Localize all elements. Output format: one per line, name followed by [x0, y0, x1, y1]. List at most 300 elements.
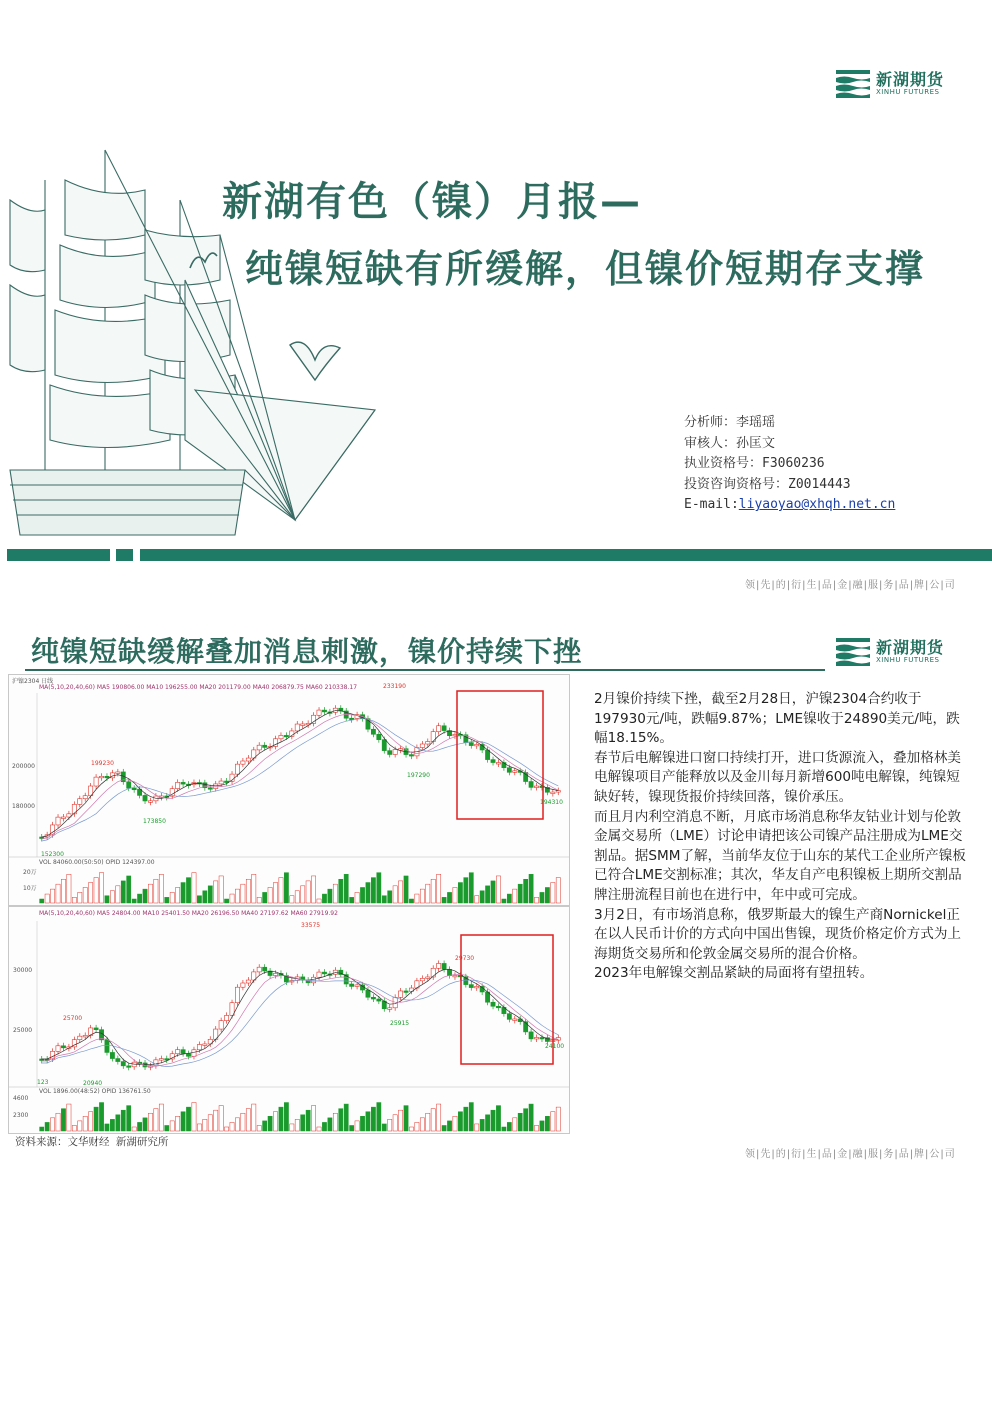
chart1-annot-3: 197290	[407, 772, 430, 779]
volume-bar	[350, 897, 354, 903]
candle	[127, 1066, 131, 1068]
candle	[322, 710, 326, 712]
brand-name-en: XINHU FUTURES	[876, 655, 940, 664]
candle	[534, 786, 538, 788]
volume-bar	[377, 1103, 381, 1131]
volume-bar	[181, 883, 185, 903]
volume-bar	[279, 1107, 283, 1131]
volume-bar	[382, 896, 386, 903]
candle	[377, 734, 381, 739]
volume-bar	[464, 878, 468, 903]
candle	[40, 837, 44, 839]
heading-underline	[25, 669, 825, 671]
candle	[371, 729, 375, 734]
email-link[interactable]: liyaoyao@xhqh.net.cn	[738, 497, 896, 512]
volume-bar	[159, 1104, 163, 1131]
candle	[350, 718, 354, 720]
chart2-ytick-0: 30000	[13, 967, 33, 974]
candle	[453, 975, 457, 977]
chart1-header: 沪镍2304 日线	[12, 678, 54, 685]
candle	[409, 755, 413, 757]
candle	[284, 735, 288, 737]
volume-bar	[148, 1113, 152, 1131]
volume-bar	[127, 1106, 131, 1131]
volume-bar	[420, 889, 424, 903]
moving-average-line	[42, 980, 559, 1067]
volume-bar	[116, 886, 120, 903]
candle	[203, 1044, 207, 1046]
paragraph-1: 2月镍价持续下挫，截至2月28日，沪镍2304合约收于197930元/吨，跌幅9.87%；LME镍收于24890美元/吨，跌幅18.15%。	[594, 691, 960, 747]
candle	[94, 777, 98, 786]
cover-title-line2: 纯镍短缺有所缓解，但镍价短期存支撑	[245, 247, 926, 291]
volume-bar	[105, 1124, 109, 1131]
candle	[257, 967, 261, 972]
chart1-annot-1: 173850	[143, 818, 166, 825]
candle	[132, 788, 136, 790]
cover-bar-left	[7, 549, 110, 561]
volume-bar	[246, 879, 250, 903]
volume-bar	[377, 873, 381, 903]
volume-bar	[409, 899, 413, 903]
moving-average-line	[42, 714, 559, 839]
brand-logo-2	[836, 638, 944, 666]
candle	[279, 735, 283, 738]
candle	[529, 782, 533, 788]
volume-bar	[464, 1107, 468, 1131]
chart2-annot-1: 20940	[83, 1080, 103, 1087]
volume-bar	[246, 1109, 250, 1131]
footer-slogan-2: 领|先|的|衍|生|品|金|融|服|务|品|牌|公|司	[745, 1149, 956, 1160]
volume-bar	[409, 1127, 413, 1131]
chart2-voltick-1: 2300	[13, 1112, 29, 1119]
candle	[513, 1019, 517, 1021]
volume-bar	[431, 1109, 435, 1131]
candle	[491, 760, 495, 763]
volume-bar	[127, 876, 131, 903]
volume-bar	[333, 1113, 337, 1131]
volume-bar	[165, 1125, 169, 1131]
candle	[181, 1050, 185, 1054]
volume-bar	[121, 881, 125, 903]
volume-bar	[371, 1107, 375, 1131]
candle	[350, 984, 354, 986]
candle	[420, 744, 424, 748]
volume-bar	[230, 1122, 234, 1131]
volume-bar	[404, 876, 408, 903]
volume-bar	[360, 887, 364, 903]
candle	[355, 985, 359, 987]
candle	[78, 1036, 82, 1039]
volume-bar	[317, 899, 321, 903]
volume-bar	[333, 884, 337, 903]
chart1-plot	[9, 675, 569, 905]
volume-bar	[366, 1112, 370, 1131]
volume-bar	[154, 1109, 158, 1131]
volume-bar	[235, 889, 239, 903]
volume-bar	[545, 887, 549, 903]
volume-bar	[252, 1104, 256, 1131]
chart2-voltick-0: 4600	[13, 1095, 29, 1102]
volume-bar	[186, 1107, 190, 1131]
paragraph-2: 春节后电解镍进口窗口持续打开，进口货源流入，叠加格林美电解镍项目产能释放以及金川每月新增600吨电解镍，纯镍短缺好转，镍现货报价持续回落，镍价承压。	[594, 749, 962, 805]
volume-bar	[491, 881, 495, 903]
volume-bar	[219, 1106, 223, 1131]
volume-bar	[78, 1121, 82, 1131]
volume-bar	[268, 887, 272, 903]
candle	[78, 799, 82, 805]
volume-bar	[105, 896, 109, 903]
candle	[311, 977, 315, 983]
candle	[404, 991, 408, 993]
candle	[61, 1046, 65, 1048]
cover-title-line1: 新湖有色（镍）月报—	[222, 179, 642, 225]
volume-bar	[447, 892, 451, 903]
volume-bar	[442, 1125, 446, 1131]
volume-bar	[214, 1110, 218, 1131]
volume-bar	[453, 887, 457, 903]
volume-bar	[556, 1107, 560, 1131]
candle	[524, 772, 528, 781]
candle	[143, 795, 147, 801]
candle	[110, 1052, 114, 1058]
volume-bar	[143, 1118, 147, 1131]
volume-bar	[485, 1115, 489, 1131]
volume-bar	[40, 1127, 44, 1131]
volume-bar	[219, 876, 223, 903]
consult-number: 投资咨询资格号：Z0014443	[684, 476, 851, 492]
volume-bar	[257, 897, 261, 903]
volume-bar	[371, 878, 375, 903]
volume-bar	[322, 1122, 326, 1131]
volume-bar	[268, 1116, 272, 1131]
candle	[426, 977, 430, 979]
candle	[469, 743, 473, 746]
candle	[442, 726, 446, 731]
volume-bar	[306, 881, 310, 903]
chart-shfe-nickel	[8, 674, 570, 906]
volume-bar	[67, 1104, 71, 1131]
volume-bar	[496, 876, 500, 903]
volume-bar	[475, 896, 479, 903]
volume-bar	[469, 1103, 473, 1131]
volume-bar	[437, 1104, 441, 1131]
candle	[398, 991, 402, 997]
volume-bar	[426, 1113, 430, 1131]
volume-bar	[257, 1125, 261, 1131]
volume-bar	[507, 1122, 511, 1131]
chart1-annot-4: 194310	[540, 799, 563, 806]
volume-bar	[339, 1109, 343, 1131]
volume-bar	[453, 1116, 457, 1131]
volume-bar	[263, 892, 267, 903]
candle	[127, 782, 131, 788]
volume-bar	[132, 1127, 136, 1131]
chart1-ma-line: MA(5,10,20,40,60) MA5 190806.00 MA10 196255.00 MA20 201179.00 MA40 206879.75 MA60 210338.17	[39, 684, 358, 691]
volume-bar	[99, 873, 103, 903]
volume-bar	[203, 1119, 207, 1131]
volume-bar	[534, 1125, 538, 1131]
candle	[377, 999, 381, 1001]
candle	[507, 1014, 511, 1020]
chart1-ytick-0: 200000	[12, 763, 35, 770]
volume-bar	[61, 879, 65, 903]
volume-bar	[398, 881, 402, 903]
candle	[388, 1008, 392, 1010]
volume-bar	[224, 899, 228, 903]
volume-bar	[110, 891, 114, 903]
analyst-name: 分析师：李瑶瑶	[684, 415, 776, 430]
volume-bar	[284, 1103, 288, 1131]
candle	[263, 967, 267, 971]
chart2-candles	[40, 960, 561, 1070]
volume-bar	[279, 878, 283, 903]
footer-slogan-1: 领|先|的|衍|生|品|金|融|服|务|品|牌|公|司	[745, 580, 956, 591]
chart1-voltick-1: 10万	[23, 885, 37, 892]
volume-bar	[529, 1104, 533, 1131]
candle	[540, 1037, 544, 1039]
volume-bar	[480, 1119, 484, 1131]
volume-bar	[181, 1112, 185, 1131]
volume-bar	[263, 1121, 267, 1131]
chart1-candles	[40, 705, 561, 841]
volume-bar	[556, 878, 560, 903]
volume-bar	[534, 897, 538, 903]
volume-bar	[154, 879, 158, 903]
candle	[56, 817, 60, 825]
volume-bar	[56, 1113, 60, 1131]
volume-bar	[306, 1110, 310, 1131]
candle	[192, 1050, 196, 1057]
candle	[556, 791, 560, 793]
volume-bar	[355, 892, 359, 903]
candle	[437, 963, 441, 968]
candle	[263, 745, 267, 747]
volume-bar	[350, 1125, 354, 1131]
volume-bar	[214, 881, 218, 903]
volume-bar	[513, 1118, 517, 1131]
candle	[116, 1059, 120, 1062]
volume-bar	[339, 879, 343, 903]
candle	[496, 763, 500, 765]
chart2-annot-3: 25915	[390, 1020, 410, 1027]
volume-bar	[398, 1110, 402, 1131]
volume-bar	[121, 1110, 125, 1131]
candle	[105, 776, 109, 778]
chart1-ytick-1: 180000	[12, 803, 35, 810]
volume-bar	[502, 1127, 506, 1131]
candle	[257, 745, 261, 750]
chart2-ytick-1: 25000	[13, 1027, 33, 1034]
candle	[442, 963, 446, 969]
brand-name-en: XINHU FUTURES	[876, 87, 940, 96]
volume-bar	[50, 889, 54, 903]
volume-bar	[388, 1119, 392, 1131]
volume-bar	[485, 886, 489, 903]
volume-bar	[317, 1127, 321, 1131]
volume-bar	[110, 1119, 114, 1131]
volume-bar	[458, 1112, 462, 1131]
candle	[507, 768, 511, 773]
candle	[317, 710, 321, 715]
candle	[148, 801, 152, 803]
chart2-highlight-box	[461, 935, 553, 1064]
volume-bar	[116, 1115, 120, 1131]
candle	[105, 1040, 109, 1053]
brand-name-cn: 新湖期货	[876, 69, 945, 89]
volume-bar	[545, 1116, 549, 1131]
chart2-annot-0: 25700	[63, 1015, 83, 1022]
logo-waves-icon	[836, 70, 870, 98]
volume-bar	[99, 1103, 103, 1131]
candle	[551, 792, 555, 794]
volume-bar	[78, 892, 82, 903]
chart2-ma-line: MA(5,10,20,40,60) MA5 24804.00 MA10 25401.50 MA20 26196.50 MA40 27197.62 MA60 27919.92	[39, 910, 338, 917]
volume-bar	[290, 896, 294, 903]
volume-bar	[208, 886, 212, 903]
candle	[491, 1002, 495, 1006]
volume-bar	[388, 891, 392, 903]
candle	[534, 1037, 538, 1039]
volume-bar	[328, 1118, 332, 1131]
volume-bar	[197, 896, 201, 903]
email-row	[684, 495, 895, 516]
candle	[72, 804, 76, 813]
candle	[301, 724, 305, 726]
volume-bar	[475, 1124, 479, 1131]
volume-bar	[404, 1106, 408, 1131]
volume-bar	[322, 894, 326, 903]
volume-bar	[458, 883, 462, 903]
chart1-annot-0: 199230	[91, 760, 114, 767]
volume-bar	[45, 894, 49, 903]
section-heading: 纯镍短缺缓解叠加消息刺激，镍价持续下挫	[31, 635, 583, 668]
candle	[56, 1046, 60, 1052]
volume-bar	[241, 1113, 245, 1131]
volume-bar	[273, 1112, 277, 1131]
candle	[295, 724, 299, 731]
volume-bar	[132, 899, 136, 903]
volume-bar	[176, 887, 180, 903]
candle	[371, 997, 375, 999]
candle	[447, 969, 451, 975]
chart1-vol-line: VOL 84060.00(50:50) OPID 124397.00	[39, 859, 155, 866]
candle	[393, 750, 397, 755]
volume-bar	[83, 1116, 87, 1131]
volume-bar	[203, 891, 207, 903]
volume-bar	[355, 1121, 359, 1131]
volume-bar	[480, 891, 484, 903]
candle	[235, 987, 239, 1003]
candle	[219, 781, 223, 784]
chart2-plot	[9, 907, 569, 1133]
volume-bar	[311, 1106, 315, 1131]
chart2-annot-4: 29730	[455, 955, 475, 962]
chart1-annot-2: 233190	[383, 683, 406, 690]
paragraph-5: 2023年电解镍交割品紧缺的局面将有望扭转。	[594, 965, 874, 982]
candle	[241, 983, 245, 987]
candle	[469, 985, 473, 988]
volume-bar	[137, 1122, 141, 1131]
volume-bar	[137, 894, 141, 903]
volume-bar	[295, 1119, 299, 1131]
volume-bar	[241, 884, 245, 903]
analyst-info	[684, 413, 895, 516]
volume-bar	[94, 1107, 98, 1131]
volume-bar	[56, 884, 60, 903]
candle	[333, 708, 337, 712]
candle	[83, 796, 87, 799]
candle	[94, 1028, 98, 1030]
volume-bar	[507, 894, 511, 903]
volume-bar	[290, 1124, 294, 1131]
candle	[241, 761, 245, 764]
chart2-volume	[40, 1103, 561, 1131]
volume-bar	[502, 899, 506, 903]
volume-bar	[50, 1118, 54, 1131]
volume-bar	[186, 878, 190, 903]
volume-bar	[301, 1115, 305, 1131]
volume-bar	[469, 873, 473, 903]
logo-waves-icon	[836, 638, 870, 666]
volume-bar	[192, 873, 196, 903]
volume-bar	[208, 1115, 212, 1131]
volume-bar	[192, 1103, 196, 1131]
analysis-text	[594, 690, 966, 984]
candle	[121, 1062, 125, 1066]
data-source: 资料来源：文华财经 新湖研究所	[15, 1136, 169, 1148]
cover-bar-mid	[116, 549, 133, 561]
candle	[61, 817, 65, 819]
volume-bar	[415, 1122, 419, 1131]
candle	[116, 772, 120, 774]
volume-bar	[393, 1115, 397, 1131]
volume-bar	[442, 897, 446, 903]
chart1-volume	[40, 873, 561, 903]
volume-bar	[72, 897, 76, 903]
candle	[475, 986, 479, 988]
volume-bar	[170, 892, 174, 903]
volume-bar	[224, 1127, 228, 1131]
candle	[219, 1021, 223, 1029]
candle	[322, 972, 326, 974]
volume-bar	[426, 884, 430, 903]
candle	[426, 742, 430, 745]
volume-bar	[301, 886, 305, 903]
volume-bar	[447, 1121, 451, 1131]
chart2-annot-5: 24100	[545, 1043, 565, 1050]
paragraph-4: 3月2日，有市场消息称，俄罗斯最大的镍生产商Nornickel正在以人民币计价的方式向中国出售镍，现货价格定价方式为上海期货交易所和伦敦金属交易所的混合价格。	[594, 906, 962, 962]
volume-bar	[165, 897, 169, 903]
volume-bar	[513, 889, 517, 903]
volume-bar	[524, 879, 528, 903]
candle	[246, 980, 250, 983]
candle	[235, 764, 239, 774]
moving-average-line	[42, 711, 559, 837]
reviewer-name: 审核人：孙匡文	[684, 435, 776, 451]
chart1-annot-5: 152300	[41, 851, 64, 858]
volume-bar	[393, 886, 397, 903]
candle	[186, 1054, 190, 1057]
volume-bar	[518, 1113, 522, 1131]
candle	[176, 782, 180, 788]
volume-bar	[295, 891, 299, 903]
volume-bar	[437, 874, 441, 903]
paragraph-3: 而且月内利空消息不断，月底市场消息称华友钴业计划与伦敦金属交易所（LME）讨论申请把该公司镍产品注册成为LME交割品。据SMM了解，当前华友位于山东的某代工企业所产镍板已符合LME交割标准；其次，华友自产电积镍板上期所交割品牌注册流程目前也在进行中，年中或可完成。	[594, 808, 966, 903]
candle	[317, 972, 321, 977]
volume-bar	[176, 1116, 180, 1131]
volume-bar	[94, 878, 98, 903]
volume-bar	[366, 883, 370, 903]
